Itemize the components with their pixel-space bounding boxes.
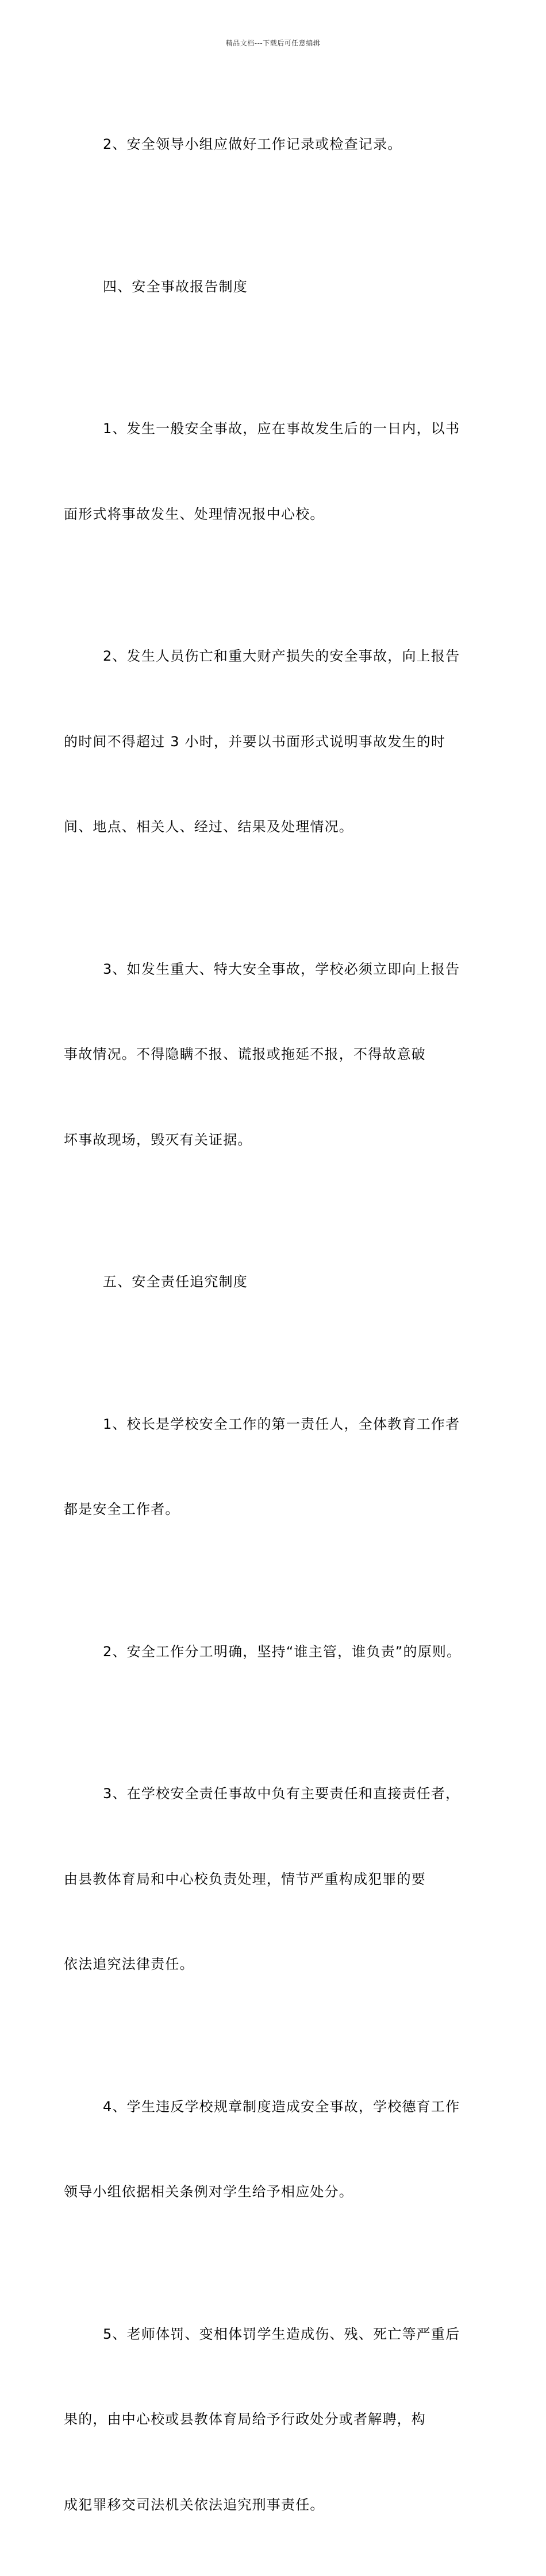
text-line: 2、安全领导小组应做好工作记录或检查记录。 — [83, 130, 466, 159]
paragraph-general-accident — [83, 358, 466, 585]
text-line: 依法追究法律责任。 — [83, 1950, 466, 1979]
text-line: 5、老师体罚、变相体罚学生造成伤、残、死亡等严重后 — [83, 2320, 466, 2349]
text-line: 3、在学校安全责任事故中负有主要责任和直接责任者， — [83, 1780, 466, 1808]
text-line: 面形式将事故发生、处理情况报中心校。 — [83, 500, 466, 529]
section-heading-accident-report — [83, 216, 466, 358]
text-line: 事故情况。不得隐瞒不报、谎报或拖延不报，不得故意破 — [83, 1040, 466, 1069]
paragraph-teacher-punishment — [83, 2263, 466, 2576]
paragraph-student-violation — [83, 2036, 466, 2263]
text-line: 五、安全责任追究制度 — [83, 1268, 466, 1297]
text-line: 都是安全工作者。 — [83, 1495, 466, 1524]
paragraph-principal-responsibility — [83, 1353, 466, 1581]
paragraph-safety-record — [83, 74, 466, 216]
paragraph-division-of-labor — [83, 1581, 466, 1723]
text-line: 的时间不得超过 3 小时，并要以书面形式说明事故发生的时 — [83, 728, 466, 757]
text-line: 2、安全工作分工明确，坚持“谁主管，谁负责”的原则。 — [83, 1638, 466, 1667]
text-line: 成犯罪移交司法机关依法追究刑事责任。 — [83, 2491, 466, 2520]
text-line: 2、发生人员伤亡和重大财产损失的安全事故，向上报告 — [83, 642, 466, 671]
text-line: 领导小组依据相关条例对学生给予相应处分。 — [83, 2178, 466, 2207]
text-line: 由县教体育局和中心校负责处理，情节严重构成犯罪的要 — [83, 1865, 466, 1894]
header-watermark-note: 精品文档---下载后可任意编辑 — [0, 38, 546, 48]
text-line: 间、地点、相关人、经过、结果及处理情况。 — [83, 813, 466, 842]
document-body — [83, 74, 466, 2576]
section-heading-responsibility — [83, 1211, 466, 1353]
text-line: 坏事故现场，毁灭有关证据。 — [83, 1126, 466, 1155]
text-line: 1、发生一般安全事故，应在事故发生后的一日内，以书 — [83, 415, 466, 444]
text-line: 果的，由中心校或县教体育局给予行政处分或者解聘，构 — [83, 2405, 466, 2434]
paragraph-major-accident — [83, 898, 466, 1212]
text-line: 四、安全事故报告制度 — [83, 273, 466, 302]
paragraph-casualty-accident — [83, 585, 466, 898]
document-page — [0, 0, 546, 772]
paragraph-liability — [83, 1723, 466, 2036]
text-line: 1、校长是学校安全工作的第一责任人，全体教育工作者 — [83, 1410, 466, 1439]
text-line: 4、学生违反学校规章制度造成安全事故，学校德育工作 — [83, 2093, 466, 2122]
text-line: 3、如发生重大、特大安全事故，学校必须立即向上报告 — [83, 955, 466, 984]
